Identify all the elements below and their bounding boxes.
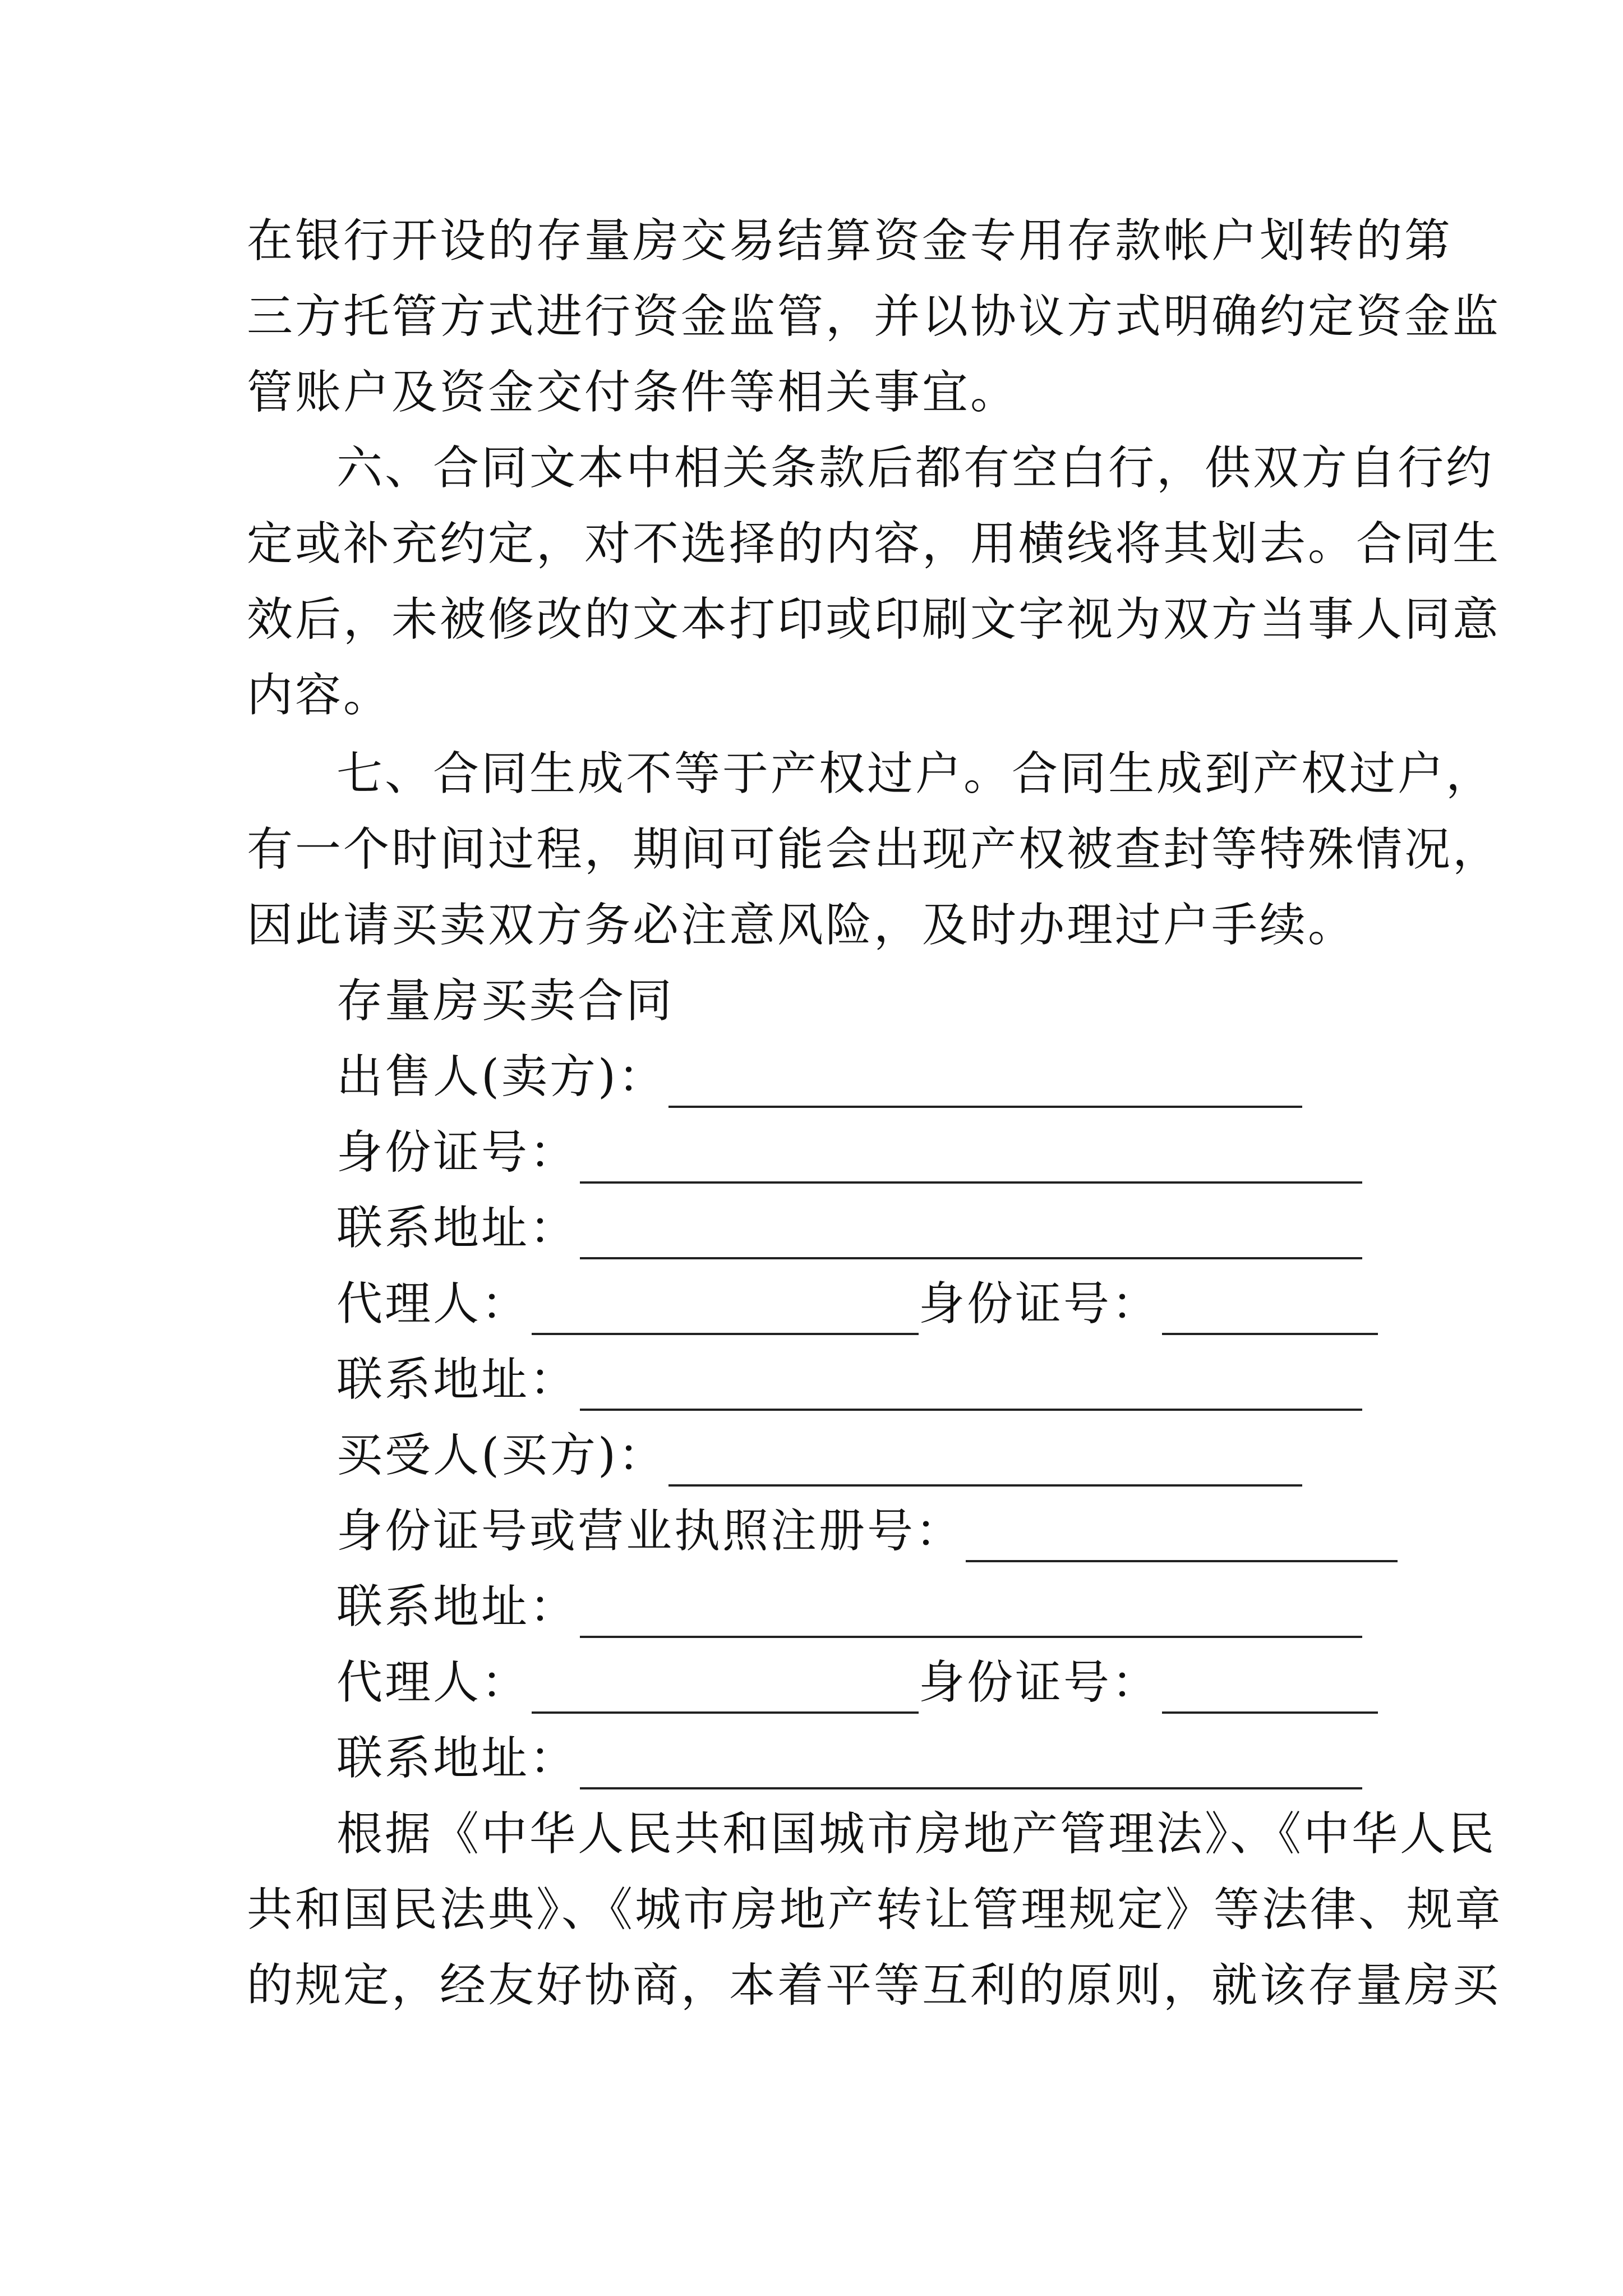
seller-agent-label: 代理人： <box>336 1277 530 1331</box>
buyer-agent-address-field <box>336 1728 1362 1789</box>
buyer-blank[interactable] <box>668 1437 1302 1487</box>
buyer-id-label: 身份证号或营业执照注册号： <box>336 1504 964 1558</box>
paragraph-line: 有一个时间过程，期间可能会出现产权被查封等特殊情况， <box>247 823 1501 876</box>
buyer-agent-label: 代理人： <box>336 1656 530 1709</box>
buyer-address-label: 联系地址： <box>336 1580 578 1634</box>
paragraph-line: 管账户及资金交付条件等相关事宜。 <box>247 366 1019 419</box>
buyer-agent-blank[interactable] <box>532 1664 919 1714</box>
seller-address-label: 联系地址： <box>336 1202 578 1255</box>
buyer-id-blank[interactable] <box>966 1513 1398 1562</box>
seller-address-blank[interactable] <box>580 1210 1362 1259</box>
seller-id-label: 身份证号： <box>336 1126 578 1179</box>
buyer-agent-id-label: 身份证号： <box>919 1656 1160 1709</box>
paragraph-line: 根据《中华人民共和国城市房地产管理法》、《中华人民 <box>336 1807 1497 1861</box>
seller-agent-address-label: 联系地址： <box>336 1353 578 1406</box>
seller-agent-field <box>336 1273 1378 1335</box>
paragraph-line: 效后，未被修改的文本打印或印刷文字视为双方当事人同意 <box>247 593 1501 646</box>
paragraph-line: 内容。 <box>247 669 392 722</box>
contract-title: 存量房买卖合同 <box>336 974 675 1028</box>
buyer-agent-id-blank[interactable] <box>1162 1664 1378 1714</box>
seller-id-field <box>336 1122 1362 1184</box>
buyer-address-blank[interactable] <box>580 1589 1362 1638</box>
seller-agent-blank[interactable] <box>532 1286 919 1335</box>
paragraph-line: 三方托管方式进行资金监管，并以协议方式明确约定资金监 <box>247 290 1501 343</box>
seller-blank[interactable] <box>668 1059 1302 1108</box>
paragraph-line: 因此请买卖双方务必注意风险，及时办理过户手续。 <box>247 899 1357 952</box>
buyer-label: 买受人(买方)： <box>336 1429 666 1482</box>
paragraph-line: 七、合同生成不等于产权过户。合同生成到产权过户， <box>336 747 1495 800</box>
seller-agent-address-blank[interactable] <box>580 1361 1362 1411</box>
buyer-id-field <box>336 1501 1398 1562</box>
seller-label: 出售人(卖方)： <box>336 1050 666 1103</box>
buyer-agent-address-label: 联系地址： <box>336 1732 578 1785</box>
paragraph-line: 六、合同文本中相关条款后都有空白行，供双方自行约 <box>336 441 1495 495</box>
paragraph-line: 在银行开设的存量房交易结算资金专用存款帐户划转的第 <box>247 214 1453 268</box>
buyer-field <box>336 1425 1302 1487</box>
seller-address-field <box>336 1198 1362 1259</box>
buyer-agent-address-blank[interactable] <box>580 1740 1362 1789</box>
paragraph-line: 共和国民法典》、《城市房地产转让管理规定》等法律、规章 <box>247 1883 1504 1936</box>
seller-agent-address-field <box>336 1349 1362 1411</box>
buyer-address-field <box>336 1576 1362 1638</box>
seller-id-blank[interactable] <box>580 1134 1362 1184</box>
paragraph-line: 定或补充约定，对不选择的内容，用横线将其划去。合同生 <box>247 517 1501 570</box>
paragraph-line: 的规定，经友好协商，本着平等互利的原则，就该存量房买 <box>247 1959 1501 2012</box>
seller-agent-id-blank[interactable] <box>1162 1286 1378 1335</box>
buyer-agent-field <box>336 1652 1378 1714</box>
seller-field <box>336 1046 1302 1108</box>
seller-agent-id-label: 身份证号： <box>919 1277 1160 1331</box>
